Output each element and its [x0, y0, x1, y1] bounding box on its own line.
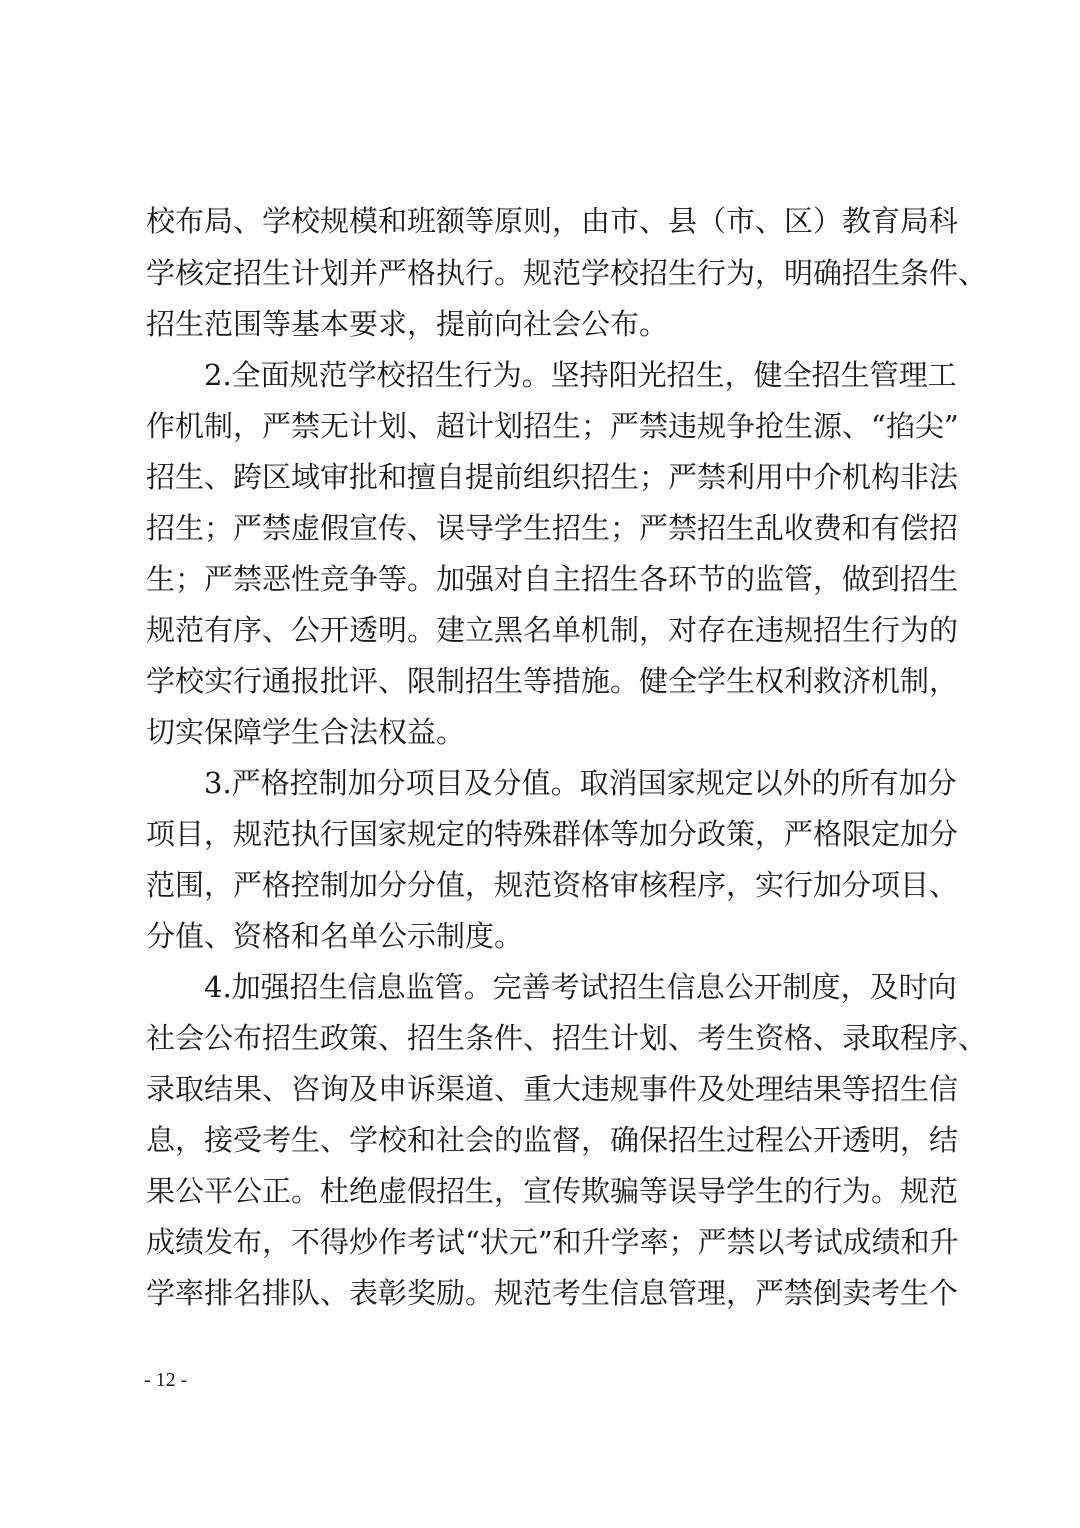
paragraph-2-line-6: 规范有序、公开透明。建立黑名单机制，对存在违规招生行为的	[146, 613, 959, 647]
paragraph-2-line-1: 2.全面规范学校招生行为。坚持阳光招生，健全招生管理工	[204, 358, 957, 392]
paragraph-4-line-1: 4.加强招生信息监管。完善考试招生信息公开制度，及时向	[204, 970, 957, 1004]
paragraph-2-line-4: 招生；严禁虚假宣传、误导学生招生；严禁招生乱收费和有偿招	[146, 511, 959, 545]
paragraph-4-line-4: 息，接受考生、学校和社会的监督，确保招生过程公开透明，结	[146, 1123, 959, 1157]
paragraph-1-line-1: 校布局、学校规模和班额等原则，由市、县（市、区）教育局科	[146, 204, 959, 238]
paragraph-3-line-1: 3.严格控制加分项目及分值。取消国家规定以外的所有加分	[204, 766, 957, 800]
paragraph-2-line-2: 作机制，严禁无计划、超计划招生；严禁违规争抢生源、“掐尖”	[146, 409, 959, 443]
paragraph-3-line-2: 项目，规范执行国家规定的特殊群体等加分政策，严格限定加分	[146, 817, 959, 851]
paragraph-1-line-3: 招生范围等基本要求，提前向社会公布。	[146, 307, 669, 341]
paragraph-1-line-2: 学核定招生计划并严格执行。规范学校招生行为，明确招生条件、	[146, 256, 988, 290]
paragraph-3-line-4: 分值、资格和名单公示制度。	[146, 919, 524, 953]
paragraph-4-line-2: 社会公布招生政策、招生条件、招生计划、考生资格、录取程序、	[146, 1021, 988, 1055]
paragraph-2-line-7: 学校实行通报批评、限制招生等措施。健全学生权利救济机制，	[146, 664, 959, 698]
paragraph-4-line-7: 学率排名排队、表彰奖励。规范考生信息管理，严禁倒卖考生个	[146, 1276, 959, 1310]
paragraph-4-line-6: 成绩发布，不得炒作考试“状元”和升学率；严禁以考试成绩和升	[146, 1225, 959, 1259]
paragraph-4-line-3: 录取结果、咨询及申诉渠道、重大违规事件及处理结果等招生信	[146, 1072, 959, 1106]
paragraph-3-line-3: 范围，严格控制加分分值，规范资格审核程序，实行加分项目、	[146, 868, 959, 902]
paragraph-4-line-5: 果公平公正。杜绝虚假招生，宣传欺骗等误导学生的行为。规范	[146, 1174, 959, 1208]
page-number: - 12 -	[144, 1369, 188, 1391]
paragraph-2-line-3: 招生、跨区域审批和擅自提前组织招生；严禁利用中介机构非法	[146, 460, 959, 494]
paragraph-2-line-5: 生；严禁恶性竞争等。加强对自主招生各环节的监管，做到招生	[146, 562, 959, 596]
paragraph-2-line-8: 切实保障学生合法权益。	[146, 715, 466, 749]
